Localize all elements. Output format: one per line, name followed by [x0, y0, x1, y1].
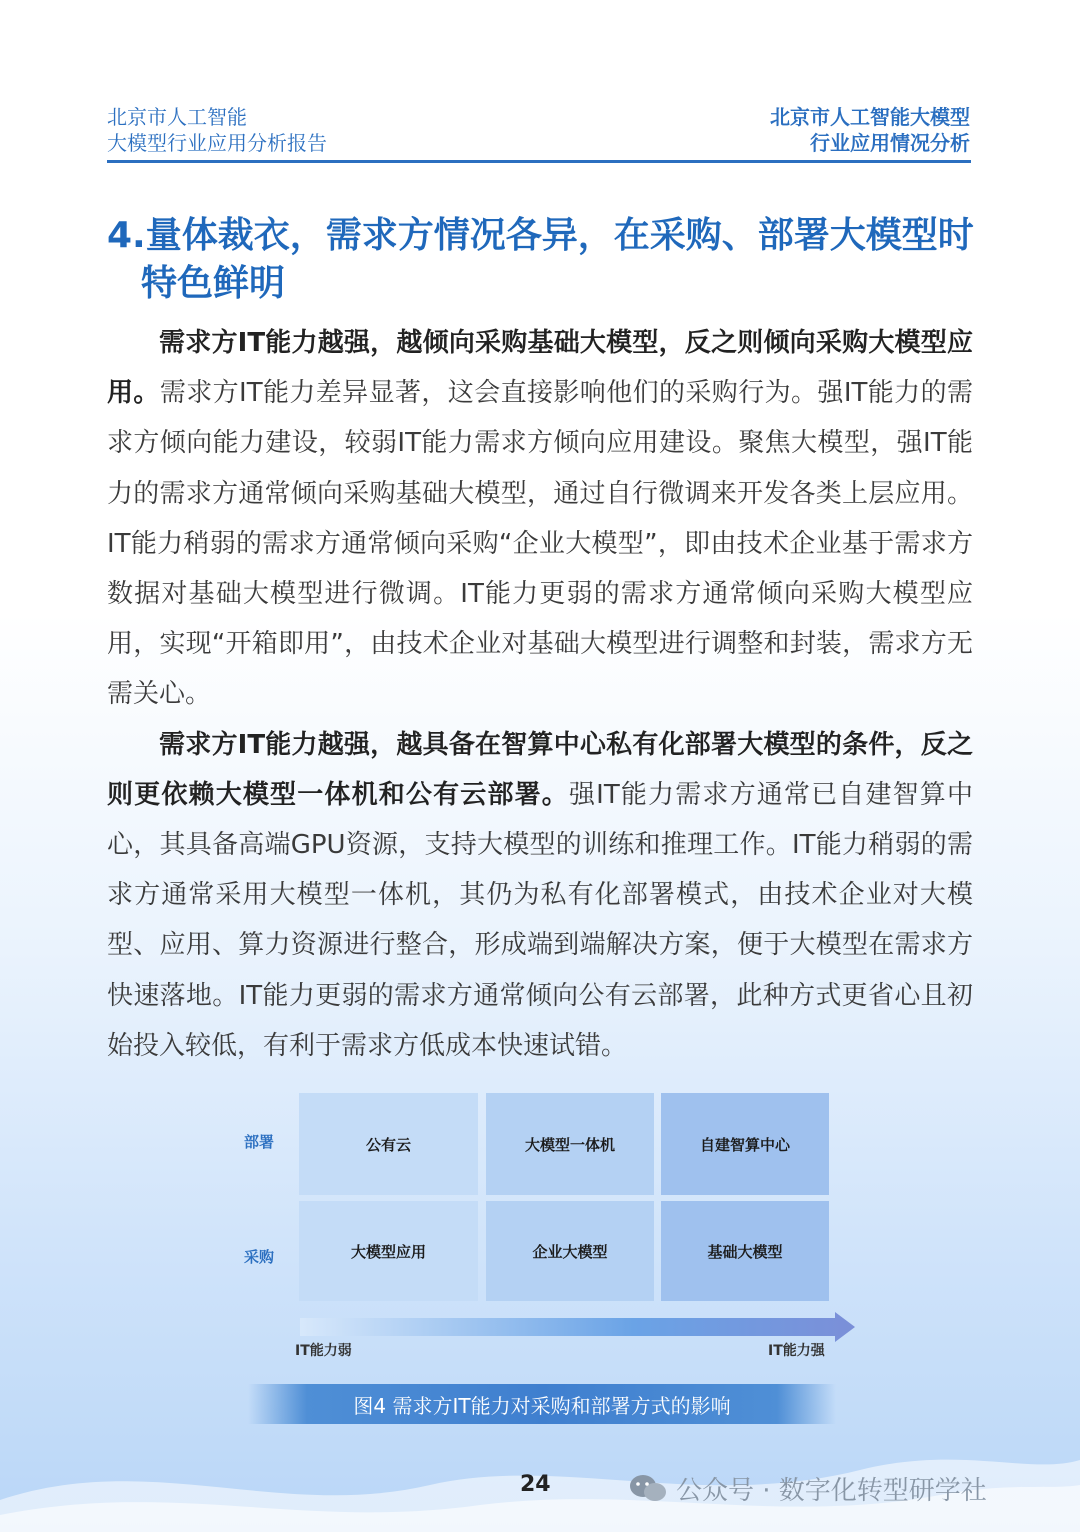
row-label-purchase: 采购	[244, 1248, 275, 1266]
section-title-line1: 4.量体裁衣，需求方情况各异，在采购、部署大模型时	[107, 215, 974, 256]
header-right-line1: 北京市人工智能大模型	[770, 105, 970, 129]
cell-foundation-llm: 基础大模型	[661, 1201, 829, 1301]
row-label-deploy: 部署	[244, 1133, 275, 1151]
cell-enterprise-llm: 企业大模型	[486, 1201, 654, 1301]
header-right-line2: 行业应用情况分析	[810, 131, 970, 155]
paragraph-2-text: 强IT能力需求方通常已自建智算中心，其具备高端GPU资源，支持大模型的训练和推理工作。IT能力稍弱的需求方通常采用大模型一体机，其仍为私有化部署模式，由技术企业对大模型、应用、算力资源进行整合，形成端到端解决方案，便于大模型在需求方快速落地。IT能力更弱的需求方通常倾向公有云部署，此种方式更省心且初始投入较低，有利于需求方低成本快速试错。	[107, 779, 973, 1061]
paragraph-2-bold: 需求方IT能力越强，越具备在智算中心私有化部署大模型的条件，反之则更依赖大模型一体机和公有云部署。	[107, 729, 973, 810]
it-capability-arrow	[300, 1312, 855, 1342]
axis-label-strong: IT能力强	[768, 1343, 825, 1359]
page-number: 24	[520, 1472, 551, 1497]
figure-caption: 图4 需求方IT能力对采购和部署方式的影响	[248, 1384, 836, 1424]
cell-own-computing-center: 自建智算中心	[661, 1093, 829, 1195]
header-left-line1: 北京市人工智能	[107, 105, 247, 129]
watermark	[628, 1470, 987, 1507]
cell-public-cloud: 公有云	[299, 1093, 478, 1195]
axis-label-weak: IT能力弱	[295, 1343, 352, 1359]
cell-llm-appliance: 大模型一体机	[486, 1093, 654, 1195]
section-title-line2: 特色鲜明	[141, 263, 286, 304]
wechat-icon	[628, 1473, 668, 1505]
paragraph-1-bold: 需求方IT能力越强，越倾向采购基础大模型，反之则倾向采购大模型应用。	[107, 328, 973, 409]
cell-llm-application: 大模型应用	[299, 1201, 478, 1301]
header-left-line2: 大模型行业应用分析报告	[107, 131, 327, 155]
watermark-text: 公众号 · 数字化转型研学社	[676, 1476, 987, 1506]
paragraph-1-text: 需求方IT能力差异显著，这会直接影响他们的采购行为。强IT能力的需求方倾向能力建设，较弱IT能力需求方倾向应用建设。聚焦大模型，强IT能力的需求方通常倾向采购基础大模型，通过自行微调来开发各类上层应用。IT能力稍弱的需求方通常倾向采购“企业大模型”，即由技术企业基于需求方数据对基础大模型进行微调。IT能力更弱的需求方通常倾向采购大模型应用，实现“开箱即用”，由技术企业对基础大模型进行调整和封装，需求方无需关心。	[107, 378, 973, 710]
